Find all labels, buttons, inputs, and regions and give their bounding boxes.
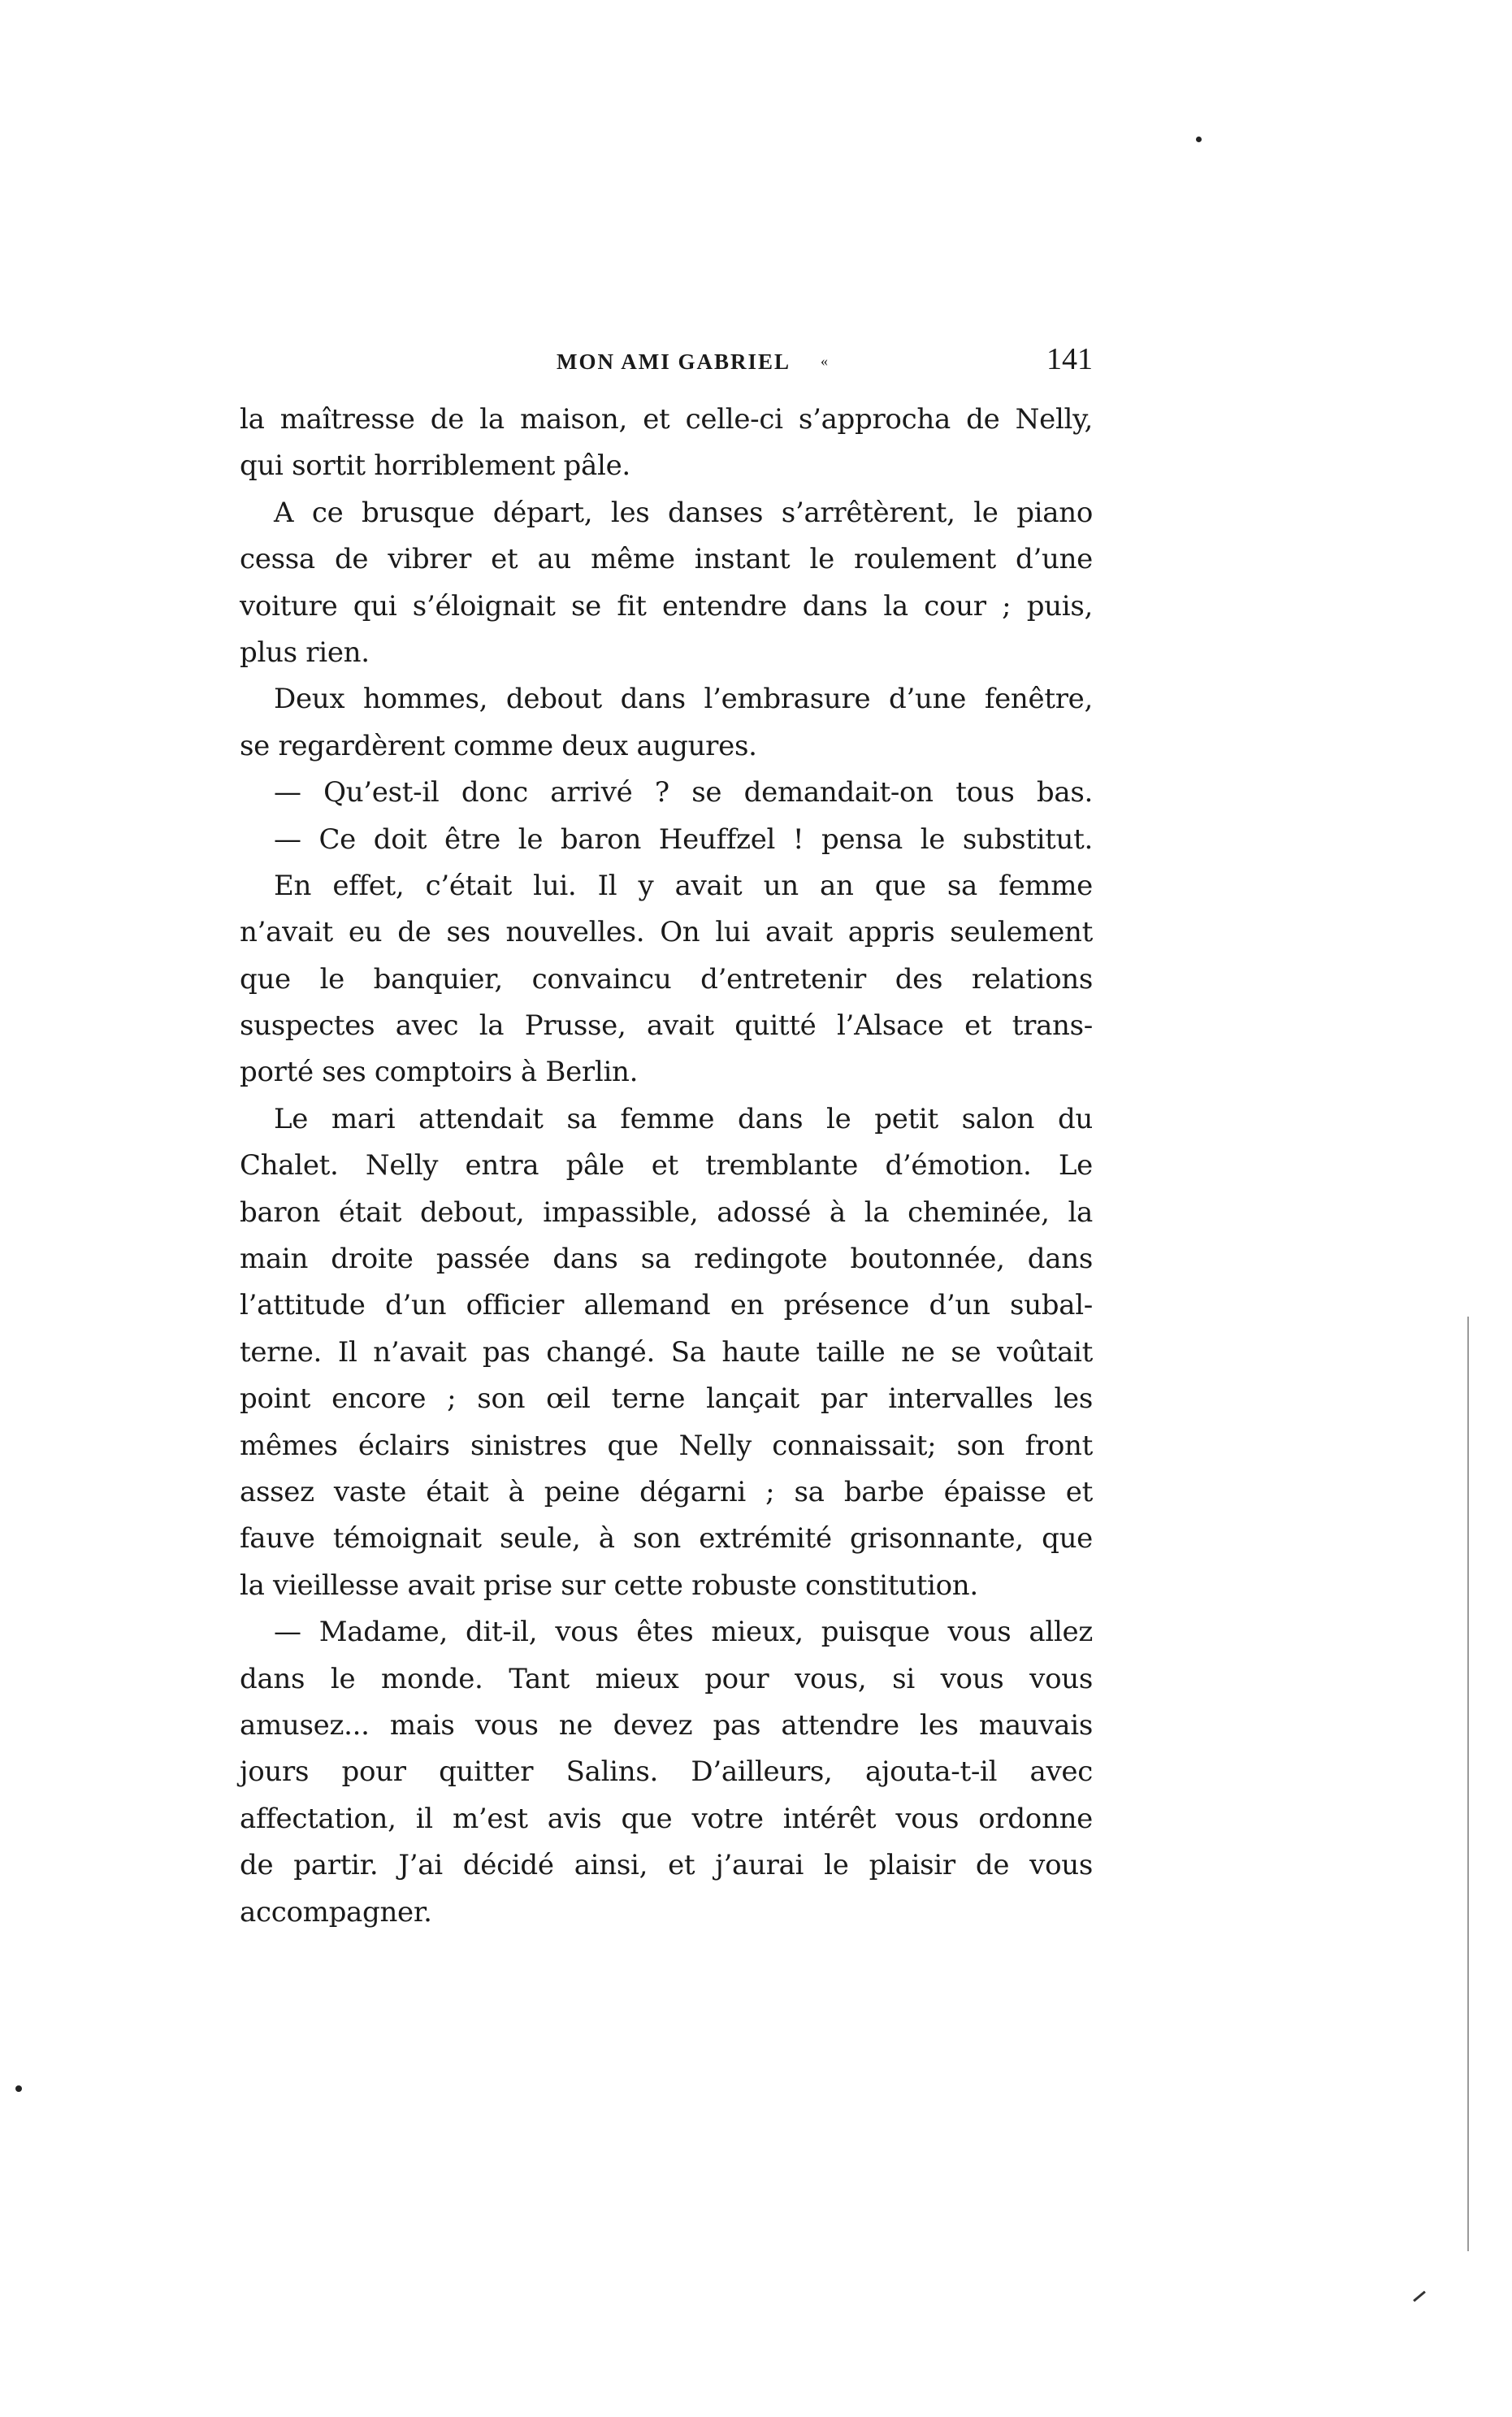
page-number: 141 <box>1046 342 1093 376</box>
text-line: suspectes avec la Prusse, avait quitté l’Alsace et trans- <box>240 1009 1093 1043</box>
text-line: — Madame, dit-il, vous êtes mieux, puisque vous allez <box>274 1616 1093 1649</box>
text-line: baron était debout, impassible, adossé à la cheminée, la <box>240 1195 1093 1229</box>
text-line: voiture qui s’éloignait se fit entendre dans la cour ; puis, <box>240 589 1093 623</box>
body-text <box>240 397 1093 1936</box>
text-line: A ce brusque départ, les danses s’arrêtèrent, le piano <box>274 496 1093 529</box>
text-line: que le banquier, convaincu d’entretenir des relations <box>240 962 1093 996</box>
text-line: porté ses comptoirs à Berlin. <box>240 1056 639 1089</box>
text-line: qui sortit horriblement pâle. <box>240 449 630 483</box>
running-head-mark: « <box>821 353 828 369</box>
text-line: amusez... mais vous ne devez pas attendre les mauvais <box>240 1708 1093 1742</box>
running-title: MON AMI GABRIEL <box>557 349 791 374</box>
text-line: n’avait eu de ses nouvelles. On lui avait appris seulement <box>240 916 1093 949</box>
text-line: En effet, c’était lui. Il y avait un an que sa femme <box>274 869 1093 902</box>
text-line: accompagner. <box>240 1895 432 1929</box>
text-line: dans le monde. Tant mieux pour vous, si vous vous <box>240 1662 1093 1695</box>
scan-speck <box>15 2085 22 2092</box>
text-line: — Ce doit être le baron Heuffzel ! pensa le substitut. <box>274 822 1093 856</box>
text-line: terne. Il n’avait pas changé. Sa haute taille ne se voûtait <box>240 1335 1093 1369</box>
text-line: affectation, il m’est avis que votre intérêt vous ordonne <box>240 1802 1093 1835</box>
text-line: Chalet. Nelly entra pâle et tremblante d’émotion. Le <box>240 1149 1093 1182</box>
text-line: assez vaste était à peine dégarni ; sa barbe épaisse et <box>240 1475 1093 1508</box>
scan-scratch <box>1413 2291 1426 2302</box>
text-line: de partir. J’ai décidé ainsi, et j’aurai le plaisir de vous <box>240 1849 1093 1882</box>
text-line: cessa de vibrer et au même instant le roulement d’une <box>240 543 1093 576</box>
text-line: la vieillesse avait prise sur cette robuste constitution. <box>240 1569 978 1602</box>
scan-speck <box>1196 137 1202 142</box>
text-line: Le mari attendait sa femme dans le petit salon du <box>274 1102 1093 1135</box>
running-head <box>240 341 1101 390</box>
text-line: plus rien. <box>240 636 370 669</box>
text-line: l’attitude d’un officier allemand en présence d’un subal- <box>240 1289 1093 1322</box>
text-line: point encore ; son œil terne lançait par intervalles les <box>240 1382 1093 1416</box>
text-line: se regardèrent comme deux augures. <box>240 729 757 762</box>
text-line: main droite passée dans sa redingote boutonnée, dans <box>240 1243 1093 1276</box>
text-line: — Qu’est-il donc arrivé ? se demandait-on tous bas. <box>274 776 1093 809</box>
scan-margin-line <box>1467 1317 1469 2251</box>
text-line: fauve témoignait seule, à son extrémité grisonnante, que <box>240 1522 1093 1556</box>
text-line: jours pour quitter Salins. D’ailleurs, ajouta-t-il avec <box>240 1755 1093 1789</box>
text-line: mêmes éclairs sinistres que Nelly connaissait; son front <box>240 1429 1093 1462</box>
text-line: Deux hommes, debout dans l’embrasure d’une fenêtre, <box>274 683 1093 716</box>
text-line: la maîtresse de la maison, et celle-ci s’approcha de Nelly, <box>240 403 1093 436</box>
